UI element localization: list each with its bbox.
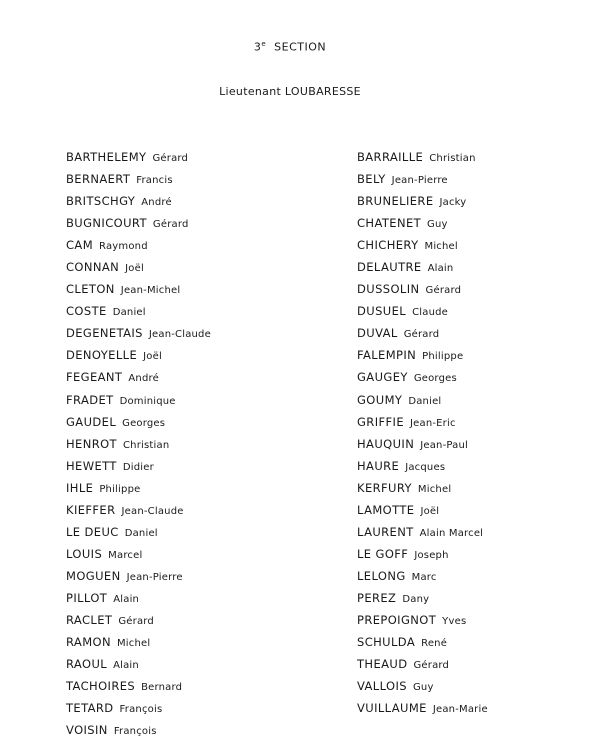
given-name: Alain [427,263,454,275]
name-entry [357,258,488,280]
given-name: Gérard [413,660,450,672]
surname: LOUIS [66,546,103,561]
surname: LELONG [357,568,406,583]
given-name: Marcel [108,549,143,561]
surname: TETARD [66,701,114,716]
given-name: Jean-Paul [420,439,469,451]
name-entry [357,435,488,457]
section-title [0,40,580,54]
surname: DUVAL [357,326,398,341]
given-name: Jacques [405,461,446,473]
surname: HEWETT [66,458,117,473]
name-entry [66,413,211,435]
given-name: Jean-Michel [120,285,181,297]
surname: LE GOFF [357,546,409,561]
surname: HAUQUIN [357,436,415,451]
surname: CHICHERY [357,238,419,253]
section-word: SECTION [274,40,327,54]
surname: DUSUEL [357,304,407,319]
name-entry [357,148,488,170]
name-entry [66,611,211,633]
name-entry [357,280,488,302]
name-entry [66,457,211,479]
surname: RAOUL [66,657,108,672]
name-entry [66,236,211,258]
given-name: Yves [442,615,467,627]
name-entry [66,501,211,523]
name-entry [357,236,488,258]
given-name: Alain [113,593,140,605]
given-name: Raymond [99,241,148,253]
given-name: Daniel [408,395,442,407]
name-entry [66,324,211,346]
given-name: Michel [424,241,458,253]
given-name: Joël [125,263,144,275]
given-name: Georges [122,417,166,429]
right-name-column [357,148,488,721]
officer-name: Lieutenant LOUBARESSE [219,85,361,98]
given-name: Joël [143,351,162,363]
given-name: Didier [122,461,154,473]
given-name: Gérard [152,153,189,164]
given-name: Bernard [141,682,183,694]
given-name: Jean-Marie [432,704,488,716]
given-name: Joël [420,505,440,517]
surname: IHLE [66,480,94,495]
surname: THEAUD [357,657,408,672]
name-entry [66,302,211,324]
given-name: Philippe [99,483,141,495]
given-name: Gérard [152,219,189,231]
section-suffix: e [261,40,267,48]
surname: HAURE [357,458,400,473]
surname: VUILLAUME [357,701,427,716]
section-number: 3 [253,40,262,54]
name-entry [66,435,211,457]
name-entry [66,545,211,567]
surname: CAM [66,238,94,253]
surname: BARTHELEMY [66,150,147,164]
surname: RACLET [66,612,113,627]
name-entry [357,523,488,545]
surname: LAURENT [357,524,414,539]
name-entry [357,589,488,611]
name-entry [357,677,488,699]
surname: DEGENETAIS [66,326,143,341]
given-name: Jean-Claude [148,329,211,341]
surname: PREPOIGNOT [357,612,437,627]
surname: BUGNICOURT [66,216,147,231]
given-name: Francis [136,175,173,187]
surname: COSTE [66,304,107,319]
given-name: Alain Marcel [419,527,484,539]
name-entry [357,302,488,324]
given-name: Daniel [124,527,158,539]
surname: FRADET [66,392,114,407]
given-name: Philippe [422,351,464,363]
name-entry [66,258,211,280]
name-entry [66,523,211,545]
name-entry [357,501,488,523]
name-entry [357,699,488,721]
given-name: François [119,704,163,716]
given-name: Georges [413,373,457,385]
given-name: François [113,726,157,738]
surname: LAMOTTE [357,502,415,517]
name-entry [66,721,211,743]
surname: DUSSOLIN [357,282,420,297]
surname: FALEMPIN [357,348,417,363]
surname: KERFURY [357,480,412,495]
given-name: Marc [411,571,437,583]
surname: BARRAILLE [357,150,424,164]
given-name: Guy [427,219,448,231]
given-name: André [141,197,172,209]
name-entry [66,677,211,699]
given-name: Christian [429,153,476,164]
given-name: Alain [113,660,139,672]
surname: CHATENET [357,216,422,231]
given-name: Daniel [112,307,146,319]
surname: BRUNELIERE [357,194,434,209]
surname: BERNAERT [66,172,131,187]
given-name: Dominique [119,395,176,407]
surname: HENROT [66,436,117,451]
given-name: Joseph [414,549,449,561]
name-entry [357,368,488,390]
surname: GOUMY [357,392,403,407]
name-entry [357,192,488,214]
name-entry [66,214,211,236]
surname: GAUDEL [66,414,117,429]
name-entry [66,633,211,655]
given-name: Michel [417,483,452,495]
name-entry [357,170,488,192]
name-entry [66,148,211,170]
given-name: Gérard [425,285,462,297]
given-name: Jean-Claude [121,505,184,517]
surname: CONNAN [66,260,120,275]
given-name: Gérard [403,329,440,341]
surname: GRIFFIE [357,414,404,429]
surname: SCHULDA [357,635,416,650]
given-name: André [128,373,159,385]
given-name: Dany [402,593,430,605]
surname: RAMON [66,635,111,650]
name-entry [357,545,488,567]
surname: VOISIN [66,723,108,738]
surname: TACHOIRES [66,679,136,694]
surname: CLETON [66,282,115,297]
name-entry [357,346,488,368]
surname: PEREZ [357,590,397,605]
surname: FEGEANT [66,370,123,385]
name-entry [357,611,488,633]
name-entry [357,479,488,501]
given-name: Jean-Pierre [391,175,448,187]
name-entry [66,479,211,501]
surname: LE DEUC [66,524,119,539]
name-entry [66,346,211,368]
name-entry [66,699,211,721]
surname: BELY [357,172,386,187]
name-entry [357,655,488,677]
given-name: René [421,638,448,650]
name-entry [66,280,211,302]
name-entry [357,567,488,589]
given-name: Jacky [439,197,467,209]
given-name: Gérard [118,615,154,627]
given-name: Guy [412,682,434,694]
surname: DENOYELLE [66,348,138,363]
surname: GAUGEY [357,370,408,385]
given-name: Jean-Pierre [126,571,183,583]
name-entry [357,214,488,236]
name-entry [66,192,211,214]
surname: DELAUTRE [357,260,422,275]
given-name: Christian [122,439,170,451]
surname: KIEFFER [66,502,116,517]
name-entry [357,457,488,479]
left-name-column [66,148,211,743]
name-entry [66,655,211,677]
name-entry [66,368,211,390]
given-name: Claude [412,307,449,319]
surname: VALLOIS [357,679,407,694]
name-entry [66,589,211,611]
name-entry [66,567,211,589]
name-entry [66,391,211,413]
name-entry [66,170,211,192]
given-name: Michel [116,638,151,650]
surname: PILLOT [66,590,108,605]
surname: MOGUEN [66,568,121,583]
surname: BRITSCHGY [66,194,136,209]
name-entry [357,391,488,413]
name-entry [357,413,488,435]
name-entry [357,324,488,346]
given-name: Jean-Eric [409,417,456,429]
name-entry [357,633,488,655]
